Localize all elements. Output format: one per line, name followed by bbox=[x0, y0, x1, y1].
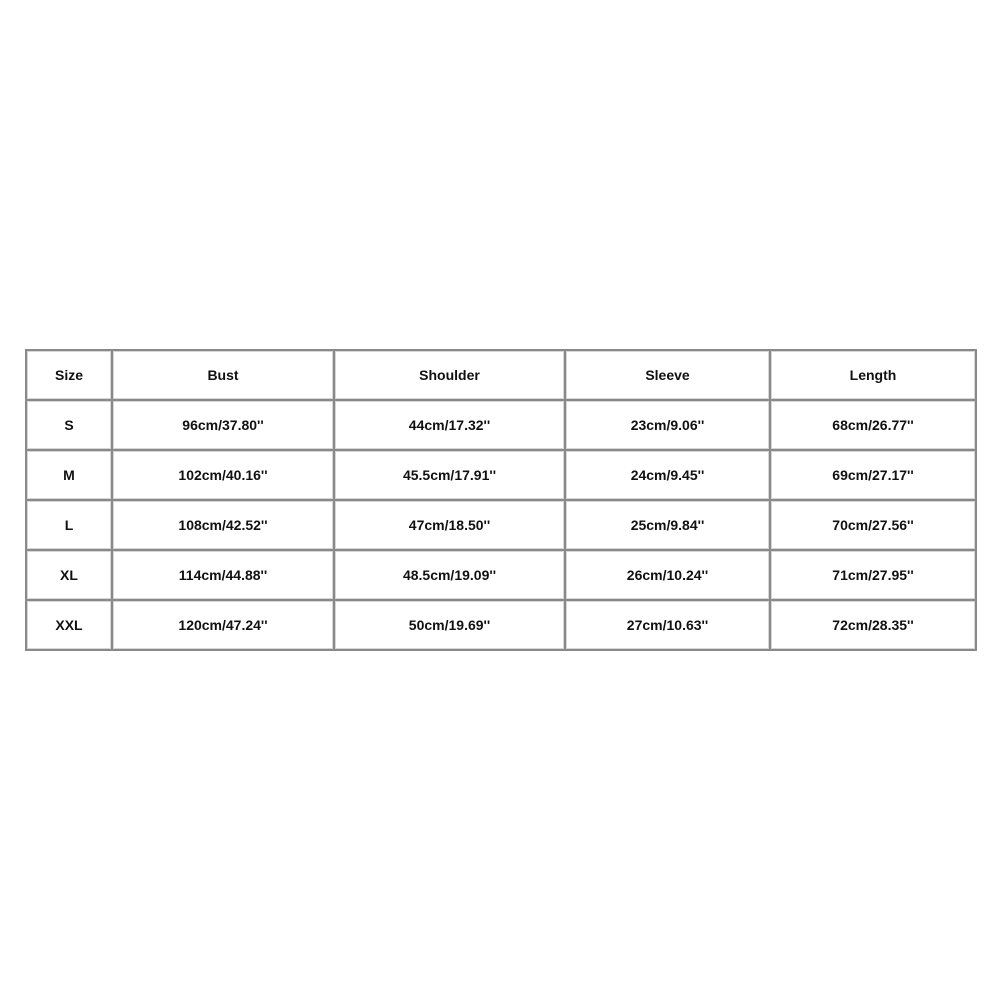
cell-shoulder: 50cm/19.69'' bbox=[334, 600, 565, 650]
size-chart-table bbox=[25, 349, 977, 651]
table-row bbox=[26, 550, 976, 600]
cell-size: L bbox=[26, 500, 112, 550]
cell-bust: 96cm/37.80'' bbox=[112, 400, 334, 450]
cell-sleeve: 26cm/10.24'' bbox=[565, 550, 770, 600]
cell-length: 71cm/27.95'' bbox=[770, 550, 976, 600]
cell-bust: 108cm/42.52'' bbox=[112, 500, 334, 550]
table-row bbox=[26, 600, 976, 650]
table-header-row bbox=[26, 350, 976, 400]
cell-bust: 102cm/40.16'' bbox=[112, 450, 334, 500]
cell-sleeve: 24cm/9.45'' bbox=[565, 450, 770, 500]
cell-bust: 114cm/44.88'' bbox=[112, 550, 334, 600]
cell-sleeve: 25cm/9.84'' bbox=[565, 500, 770, 550]
table-row bbox=[26, 500, 976, 550]
header-length: Length bbox=[770, 350, 976, 400]
header-sleeve: Sleeve bbox=[565, 350, 770, 400]
cell-shoulder: 44cm/17.32'' bbox=[334, 400, 565, 450]
cell-sleeve: 23cm/9.06'' bbox=[565, 400, 770, 450]
table-row bbox=[26, 450, 976, 500]
header-shoulder: Shoulder bbox=[334, 350, 565, 400]
cell-size: XXL bbox=[26, 600, 112, 650]
cell-shoulder: 48.5cm/19.09'' bbox=[334, 550, 565, 600]
cell-size: S bbox=[26, 400, 112, 450]
cell-length: 68cm/26.77'' bbox=[770, 400, 976, 450]
cell-shoulder: 45.5cm/17.91'' bbox=[334, 450, 565, 500]
cell-length: 69cm/27.17'' bbox=[770, 450, 976, 500]
cell-shoulder: 47cm/18.50'' bbox=[334, 500, 565, 550]
cell-bust: 120cm/47.24'' bbox=[112, 600, 334, 650]
cell-size: M bbox=[26, 450, 112, 500]
cell-size: XL bbox=[26, 550, 112, 600]
cell-length: 72cm/28.35'' bbox=[770, 600, 976, 650]
cell-sleeve: 27cm/10.63'' bbox=[565, 600, 770, 650]
header-bust: Bust bbox=[112, 350, 334, 400]
table-row bbox=[26, 400, 976, 450]
header-size: Size bbox=[26, 350, 112, 400]
cell-length: 70cm/27.56'' bbox=[770, 500, 976, 550]
